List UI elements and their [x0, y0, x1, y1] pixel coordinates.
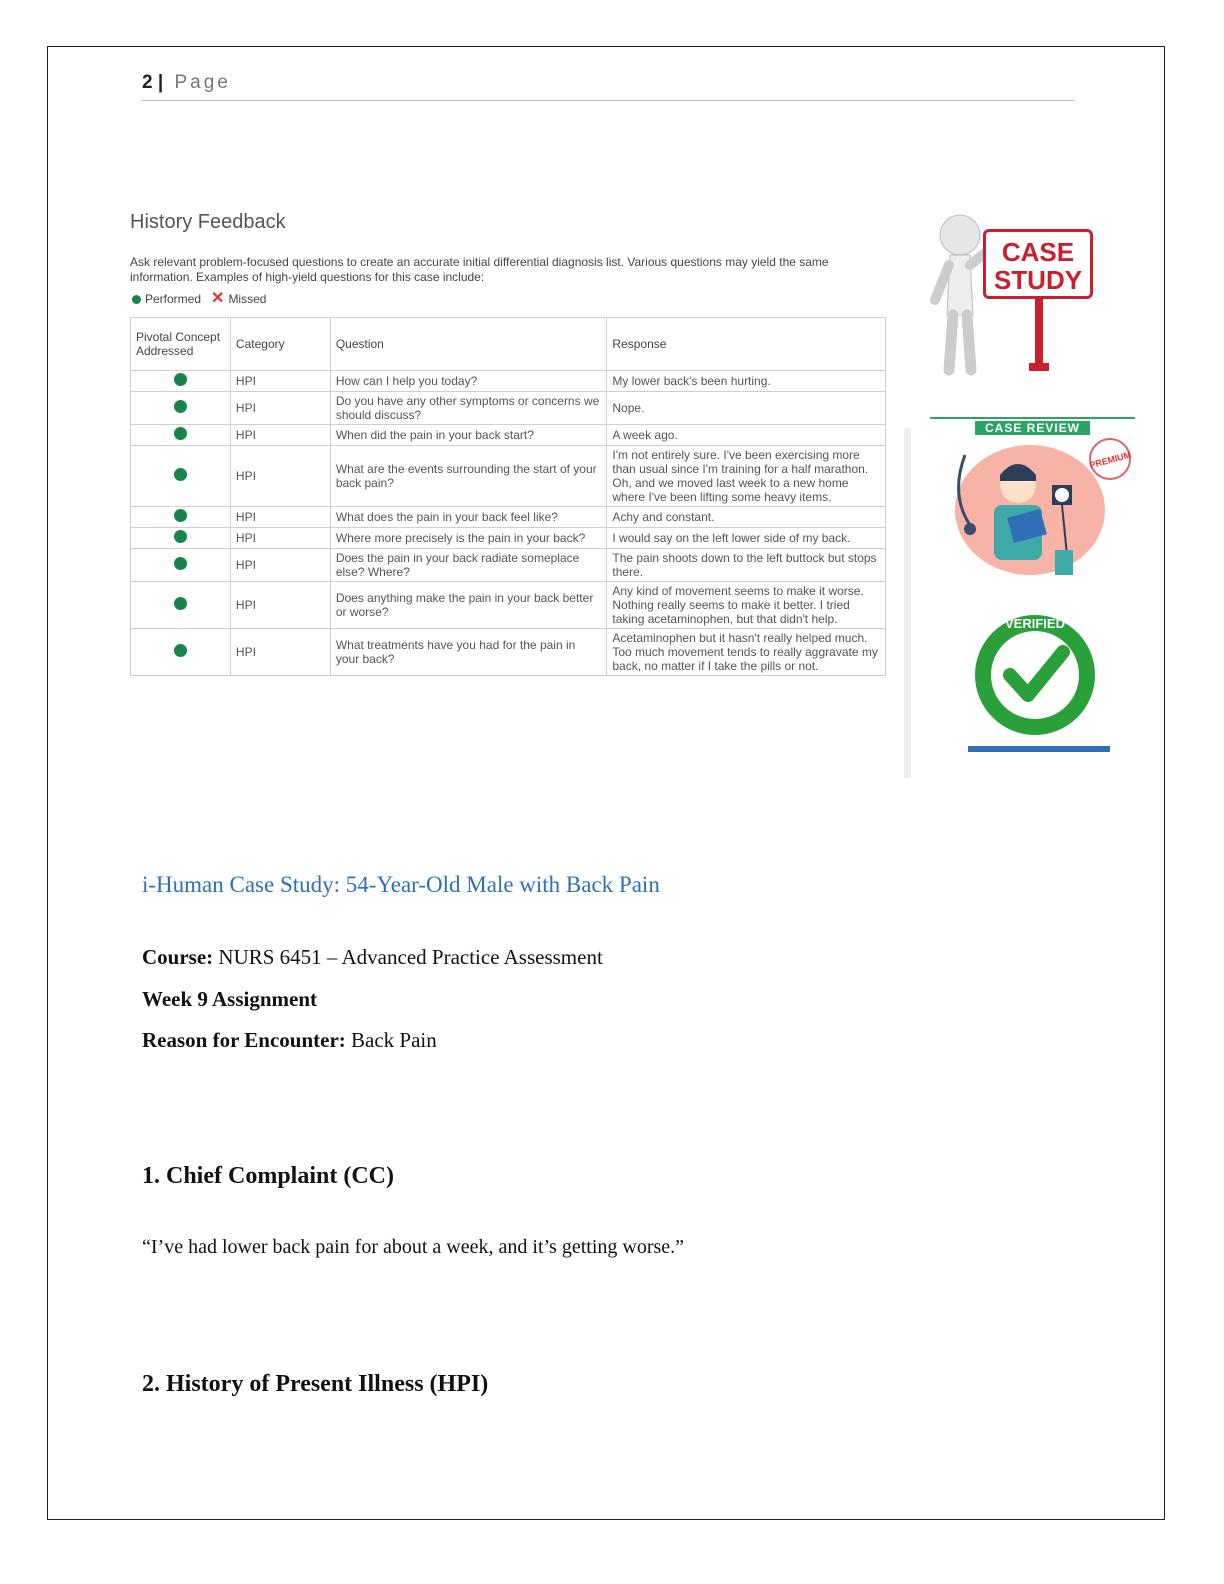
question-cell: Does anything make the pain in your back better or worse? — [330, 582, 607, 629]
table-row — [131, 528, 886, 549]
case-review-label: CASE REVIEW — [975, 421, 1090, 435]
performed-dot-icon — [174, 557, 187, 570]
document-title: i-Human Case Study: 54-Year-Old Male with Back Pain — [142, 872, 660, 897]
question-cell: What are the events surrounding the start of your back pain? — [330, 446, 607, 507]
history-feedback-title: History Feedback — [130, 211, 286, 233]
column-header-category: Category — [230, 318, 330, 371]
verified-badge-text: VERIFIED — [1005, 616, 1065, 631]
history-feedback-table — [130, 317, 886, 676]
question-cell: How can I help you today? — [330, 371, 607, 392]
question-cell: What does the pain in your back feel like? — [330, 507, 607, 528]
performed-dot-icon — [174, 597, 187, 610]
category-cell: HPI — [230, 371, 330, 392]
response-cell: I'm not entirely sure. I've been exercising more than usual since I'm training for a half marathon. Oh, and we moved last week to a new home where I've been lifting some heavy items. — [607, 446, 886, 507]
table-row — [131, 392, 886, 425]
pivotal-cell — [131, 582, 231, 629]
column-header-question: Question — [330, 318, 607, 371]
performed-dot-icon — [174, 373, 187, 386]
week-line — [142, 987, 317, 1012]
table-row — [131, 425, 886, 446]
reason-label: Reason for Encounter: — [142, 1028, 346, 1052]
category-cell: HPI — [230, 549, 330, 582]
page-separator: | — [157, 72, 164, 93]
response-cell: Acetaminophen but it hasn't really helped much. Too much movement tends to really aggravate my back, no matter if I take the pills or not. — [607, 629, 886, 676]
pivotal-cell — [131, 392, 231, 425]
response-cell: I would say on the left lower side of my back. — [607, 528, 886, 549]
case-review-banner — [930, 417, 1135, 435]
performed-dot-icon — [174, 427, 187, 440]
question-cell: Does the pain in your back radiate someplace else? Where? — [330, 549, 607, 582]
column-header-response: Response — [607, 318, 886, 371]
category-cell: HPI — [230, 582, 330, 629]
side-divider — [904, 428, 911, 778]
reason-value: Back Pain — [351, 1028, 437, 1052]
category-cell: HPI — [230, 629, 330, 676]
question-cell: What treatments have you had for the pain in your back? — [330, 629, 607, 676]
pivotal-cell — [131, 425, 231, 446]
question-cell: Do you have any other symptoms or concerns we should discuss? — [330, 392, 607, 425]
history-feedback-intro: Ask relevant problem-focused questions to create an accurate initial differential diagnosis list. Various questions may yield the same information. Examples of high-yield questions for this case include: — [130, 255, 829, 284]
response-cell: Achy and constant. — [607, 507, 886, 528]
category-cell: HPI — [230, 528, 330, 549]
course-label: Course: — [142, 945, 214, 969]
table-row — [131, 549, 886, 582]
response-cell: The pain shoots down to the left buttock but stops there. — [607, 549, 886, 582]
course-line — [142, 945, 603, 970]
column-header-pivotal: Pivotal Concept Addressed — [131, 318, 231, 371]
category-cell: HPI — [230, 446, 330, 507]
category-cell: HPI — [230, 392, 330, 425]
response-cell: A week ago. — [607, 425, 886, 446]
performed-dot-icon — [174, 468, 187, 481]
performed-dot-icon — [174, 530, 187, 543]
table-row — [131, 446, 886, 507]
course-value: NURS 6451 – Advanced Practice Assessment — [218, 945, 603, 969]
pivotal-cell — [131, 371, 231, 392]
chief-complaint-quote: “I’ve had lower back pain for about a week, and it’s getting worse.” — [142, 1236, 685, 1258]
verified-badge-icon — [965, 610, 1115, 760]
pivotal-cell — [131, 528, 231, 549]
missed-x-icon: ✕ — [211, 290, 225, 307]
week-assignment: Week 9 Assignment — [142, 987, 318, 1011]
case-study-sign — [983, 229, 1093, 299]
pivotal-cell — [131, 446, 231, 507]
pivotal-cell — [131, 549, 231, 582]
table-row — [131, 507, 886, 528]
section-heading-hpi: 2. History of Present Illness (HPI) — [142, 1371, 489, 1397]
nurse-illustration-icon — [930, 435, 1140, 580]
premium-badge-text: PREMIUM — [1088, 449, 1133, 471]
case-study-line2: STUDY — [993, 265, 1083, 295]
section-heading-chief-complaint: 1. Chief Complaint (CC) — [142, 1163, 394, 1189]
table-row — [131, 371, 886, 392]
performed-dot-icon — [174, 644, 187, 657]
category-cell: HPI — [230, 507, 330, 528]
pivotal-cell — [131, 507, 231, 528]
legend-performed: Performed — [145, 292, 202, 306]
table-row — [131, 629, 886, 676]
performed-dot-icon — [132, 295, 141, 304]
reason-line — [142, 1028, 437, 1053]
category-cell: HPI — [230, 425, 330, 446]
response-cell: Any kind of movement seems to make it worse. Nothing really seems to make it better. I tried taking acetaminophen, but that didn't help. — [607, 582, 886, 629]
page-word: Page — [174, 72, 231, 93]
page-header — [142, 72, 1074, 101]
performed-dot-icon — [174, 400, 187, 413]
table-row — [131, 582, 886, 629]
performed-dot-icon — [174, 509, 187, 522]
question-cell: When did the pain in your back start? — [330, 425, 607, 446]
response-cell: Nope. — [607, 392, 886, 425]
table-header-row — [131, 318, 886, 371]
history-feedback-legend — [132, 292, 266, 306]
page-number: 2 — [142, 72, 153, 93]
question-cell: Where more precisely is the pain in your back? — [330, 528, 607, 549]
response-cell: My lower back's been hurting. — [607, 371, 886, 392]
legend-missed: Missed — [228, 292, 267, 306]
pivotal-cell — [131, 629, 231, 676]
case-study-line1: CASE — [1001, 237, 1075, 267]
